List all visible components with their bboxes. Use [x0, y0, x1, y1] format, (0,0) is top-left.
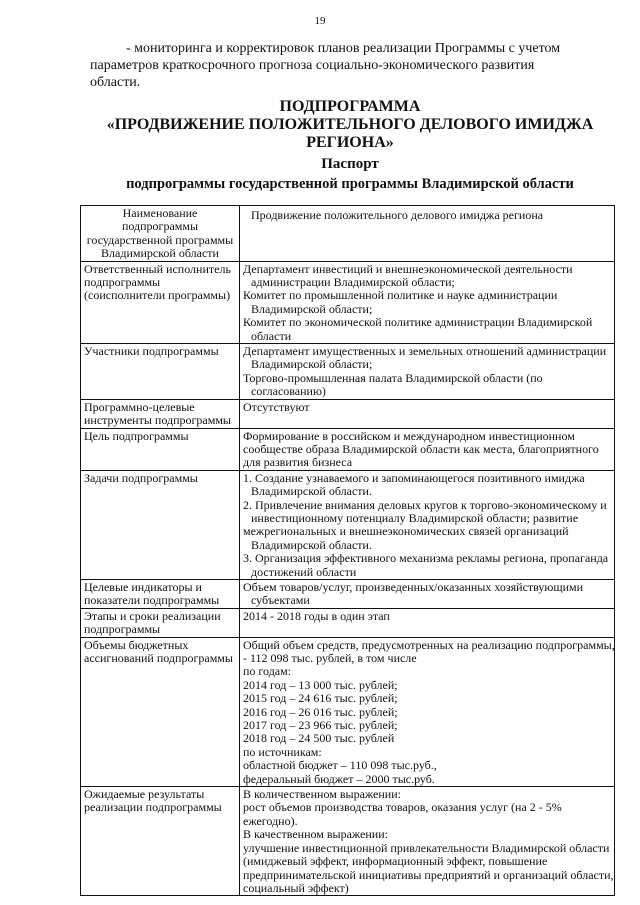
passport-subheading: подпрограммы государственной программы Владимирской области	[126, 176, 574, 192]
row-value: Департамент инвестиций и внешнеэкономической деятельности администрации Владимирской области; Комитет по промышленной политике и науке администрации Владимирской области; Комитет по экономической политике администрации Владимирской области	[240, 261, 615, 343]
subprogram-heading: ПОДПРОГРАММА	[279, 98, 421, 115]
row-label: Задачи подпрограммы	[81, 470, 240, 579]
row-value: 1. Создание узнаваемого и запоминающегося позитивного имиджа Владимирской области. 2. Привлечение внимания деловых кругов к торгово-экономическому и инвестиционному потенциалу Владимирской области; развитие межрегиональных и внешнеэкономических связей организаций Владимирской области. 3. Организация эффективного механизма рекламы региона, пропаганда достижений области	[240, 470, 615, 579]
row-label: Цель подпрограммы	[81, 428, 240, 470]
page-number: 19	[314, 15, 326, 27]
intro-line: - мониторинга и корректировок планов реализации Программы с учетом	[126, 41, 561, 56]
row-label: Этапы и сроки реализации подпрограммы	[81, 608, 240, 637]
table-row	[81, 344, 615, 400]
table-row	[81, 787, 615, 896]
row-value: Объем товаров/услуг, произведенных/оказанных хозяйствующими субъектами	[240, 579, 615, 608]
row-label: Объемы бюджетных ассигнований подпрограммы	[81, 637, 240, 786]
intro-paragraph	[90, 40, 610, 91]
row-label: Наименование подпрограммы государственной программы Владимирской области	[81, 206, 240, 262]
row-label: Ответственный исполнитель подпрограммы (соисполнители программы)	[81, 261, 240, 343]
table-row	[81, 206, 615, 262]
row-value: Формирование в российском и международном инвестиционном сообществе образа Владимирской области как места, благоприятного для развития бизнеса	[240, 428, 615, 470]
row-value: Продвижение положительного делового имиджа региона	[240, 206, 615, 262]
row-value: Общий объем средств, предусмотренных на реализацию подпрограммы, - 112 098 тыс. рублей, в том числе по годам: 2014 год – 13 000 тыс. рублей; 2015 год – 24 616 тыс. рублей; 2016 год – 26 016 тыс. рублей; 2017 год – 23 966 тыс. рублей; 2018 год – 24 500 тыс. рублей по источникам: областной бюджет – 110 098 тыс.руб., федеральный бюджет – 2000 тыс.руб.	[240, 637, 615, 786]
table-row	[81, 470, 615, 579]
row-value: Отсутствуют	[240, 399, 615, 428]
table-row	[81, 608, 615, 637]
row-value: В количественном выражении: рост объемов производства товаров, оказания услуг (на 2 - 5% ежегодно). В качественном выражении: улучшение инвестиционной привлекательности Владимирской области (имиджевый эффект, информационный эффект, повышение предпринимательской инициативы предприятий и организаций области, социальный эффект)	[240, 787, 615, 896]
section-titles	[90, 98, 610, 193]
intro-line: параметров краткосрочного прогноза социально-экономического развития	[90, 58, 535, 73]
passport-table	[80, 205, 615, 896]
subprogram-name-line: «ПРОДВИЖЕНИЕ ПОЛОЖИТЕЛЬНОГО ДЕЛОВОГО ИМИДЖА	[106, 116, 594, 133]
row-label: Целевые индикаторы и показатели подпрограммы	[81, 579, 240, 608]
table-row	[81, 399, 615, 428]
row-value: 2014 - 2018 годы в один этап	[240, 608, 615, 637]
passport-heading: Паспорт	[321, 156, 379, 172]
intro-line: области.	[90, 75, 141, 90]
subprogram-name-line: РЕГИОНА»	[306, 134, 394, 151]
row-value: Департамент имущественных и земельных отношений администрации Владимирской области; Торгово-промышленная палата Владимирской области (по согласованию)	[240, 344, 615, 400]
row-label: Программно-целевые инструменты подпрограммы	[81, 399, 240, 428]
table-row	[81, 637, 615, 786]
row-label: Участники подпрограммы	[81, 344, 240, 400]
row-label: Ожидаемые результаты реализации подпрограммы	[81, 787, 240, 896]
table-row	[81, 428, 615, 470]
table-row	[81, 261, 615, 343]
table-row	[81, 579, 615, 608]
